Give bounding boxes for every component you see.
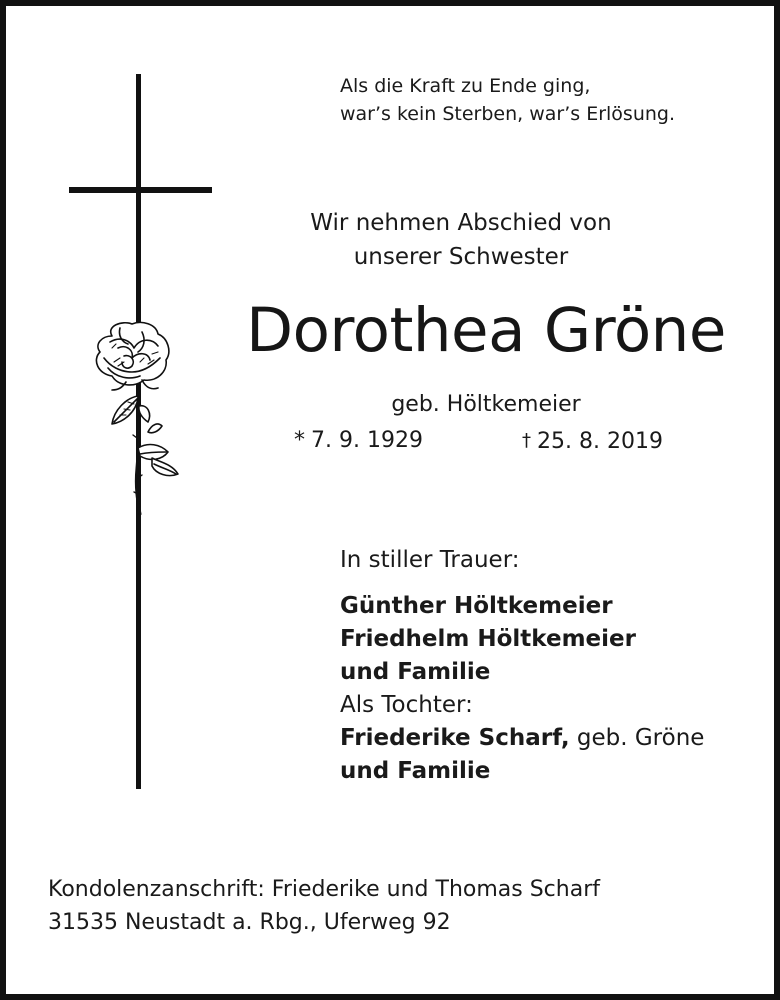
condolence-line-1: Kondolenzanschrift: Friederike und Thomas Scharf [48, 877, 600, 902]
birth-date-row [294, 424, 423, 458]
cross-beam [69, 187, 212, 193]
death-date: 25. 8. 2019 [537, 429, 663, 454]
rose-icon [82, 318, 186, 518]
mourner-line-4: Als Tochter: [340, 692, 473, 718]
motto-verse [340, 72, 675, 128]
death-dagger-icon: † [522, 430, 531, 451]
condolence-line-2: 31535 Neustadt a. Rbg., Uferweg 92 [48, 910, 451, 935]
mourners-heading: In stiller Trauer: [340, 547, 520, 573]
mourners-block [340, 544, 704, 788]
mourner-line-3: und Familie [340, 659, 491, 685]
birth-date: 7. 9. 1929 [311, 428, 423, 453]
deceased-name: Dorothea Gröne [246, 295, 726, 366]
motto-line-1: Als die Kraft zu Ende ging, [340, 75, 591, 97]
mourner-line-2: Friedhelm Höltkemeier [340, 626, 636, 652]
farewell-intro [246, 206, 676, 274]
intro-line-1: Wir nehmen Abschied von [310, 210, 612, 236]
daughter-name: Friederike Scharf, [340, 725, 570, 751]
birth-star-icon: * [294, 428, 305, 453]
mourner-line-6: und Familie [340, 758, 491, 784]
daughter-maiden-name: geb. Gröne [569, 725, 705, 751]
mourner-line-1: Günther Höltkemeier [340, 593, 613, 619]
condolence-address [48, 873, 600, 939]
death-date-row [522, 424, 663, 459]
mourner-line-5 [340, 722, 704, 755]
intro-line-2: unserer Schwester [353, 244, 569, 270]
motto-line-2: war’s kein Sterben, war’s Erlösung. [340, 103, 676, 125]
maiden-name: geb. Höltkemeier [391, 392, 581, 417]
